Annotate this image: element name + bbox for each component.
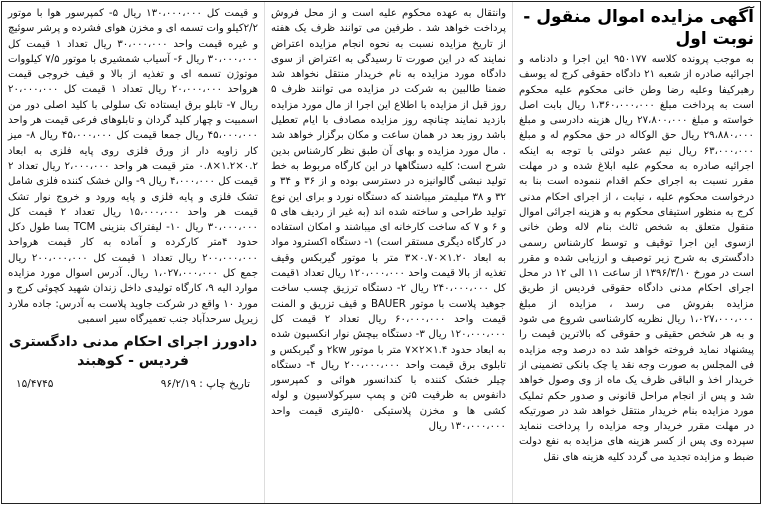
notice-footer — [8, 377, 258, 392]
notice-paragraph-2: وانتقال به عهده محکوم علیه است و از محل فروش پرداخت خواهد شد . طرفین می توانند ظرف یک هفته از تاریخ مزایده نسبت به نحوه انجام مزایده اعتراض نمایند که در این صورت تا رسیدگی به اعتراض از سوی دادگاه مورد مزایده به نام خریدار منتقل نخواهد شد ضمنا طالبین به شرکت در مزایده می توانند ظرف ۵ روز قبل از مزایده با اطلاع این اجرا از مال مورد مزایده بازدید نمایند چنانچه روز مزایده مصادف با ایام تعطیل باشد روز بعد در همان ساعت و مکان برگزار خواهد شد . مال مورد مزایده و بهای آن طبق نظر کارشناس بدین شرح است: کلیه دستگاهها در این کارگاه مربوط به خط تولید نبشی گالوانیزه در دسترسی بوده و از ۳۶ و ۳۴ و ۳۲ و ۳۸ میلیمتر میباشند که دستگاه نورد و برای این نوع تولید طراحی و ساخته شده اند (به غیر از ردیف های ۵ و ۶ و ۷ که ساخت کارخانه ای میباشند و امکان استفاده در کارگاه دیگری مستقر است) ۱- دستگاه اکسترود مواد به ابعاد ۱.۲۰×۰.۷۰×۳ متر با موتور گیربکس وقیف تغذیه از بالا قیمت واحد ۱۲۰،۰۰۰،۰۰۰ ریال تعداد ۱قیمت کل ۲۴۰،۰۰۰،۰۰۰ ریال ۲- دستگاه ترزیق چسب ساخت جوهید پلاست با موتور BAUER و قیف تزریق و المنت قیمت واحد ۶۰،۰۰۰،۰۰۰ ریال تعداد ۲ قیمت کل ۱۲۰،۰۰۰،۰۰۰ ریال ۳- دستگاه بیچش نوار انکسیون شده به ابعاد حدود ۱.۴×۲×۷ متر با موتور ۲kw و گیربکس و تابلوی برق قیمت واحد ۲۰۰،۰۰۰،۰۰۰ ریال ۴- دستگاه چیلر خشک کننده با کندانسور هوائی و کمپرسور دانفوس به ظرفیت ۵تن و پمپ سیرکولاسیون و لوله کشی ها و مخزن پلاستیکی ۵۰لیتری قیمت واحد ۱۳۰،۰۰۰،۰۰۰ ریال — [271, 8, 507, 433]
notice-column-left — [2, 2, 264, 503]
notice-paragraph-3: و قیمت کل ۱۳۰،۰۰۰،۰۰۰ ریال ۵- کمپرسور هوا با موتور ۲/۲کیلو وات تسمه ای و مخزن هوای فشرده و پرشر سوئیچ و غیره قیمت واحد ۳۰،۰۰۰،۰۰۰ ریال تعداد ۱ قیمت کل ۳۰،۰۰۰،۰۰۰ ریال ۶- آسیاب شمشیری با موتور ۷/۵ کیلووات موتوژن تسمه ای و تغذیه از بالا و قیف خروجی قیمت هرواحد ۲۰،۰۰۰،۰۰۰ ریال تعداد ۱ قیمت کل ۲۰،۰۰۰،۰۰۰ ریال ۷- تابلو برق ایستاده تک سلولی با کلید اصلی دور من اسمبیت و چهار کلید گردان و تابلوهای فرعی قیمت هر واحد ۴۵،۰۰۰،۰۰۰ ریال جمعا قیمت کل ۴۵،۰۰۰،۰۰۰ ریال ۸- میز کار زاویه دار از ورق فلزی روی پایه فلزی به ابعاد ۰.۲×۱.۲×۰.۸ متر قیمت هر واحد ۲،۰۰۰،۰۰۰ ریال تعداد ۲ قیمت کل ۴،۰۰۰،۰۰۰ ریال ۹- والن خشک کننده فلزی شامل تشک فلزی و پایه فلزی و پایه ورود و خروج نوار تشک قیمت هر واحد ۱۵،۰۰۰،۰۰۰ ریال تعداد ۲ قیمت کل ۳۰،۰۰۰،۰۰۰ ریال ۱۰- لیفتراک بنزینی TCM بسا طول دکل حدود ۴متر کارکرده و آماده به کار قیمت هرواحد ۲۰۰،۰۰۰،۰۰۰ ریال تعداد ۱ قیمت کل ۲۰۰،۰۰۰،۰۰۰ ریال جمع کل ۱،۰۲۷،۰۰۰،۰۰۰ ریال. آدرس اسوال مورد مزایده موارد الیه ۹، کارگاه تولیدی داخل زندان شهید کچوئی کرج و مورد ۱۰ واقع در شرکت جاوید پلاست به آدرس: جاده ملارد زیرپل سرحدآباد جنب تعمیرگاه سیر اسمبی — [8, 8, 259, 325]
reference-number: ۱۵/۴۷۴۵ — [16, 378, 54, 391]
auction-notice — [1, 1, 761, 504]
notice-title: آگهی مزایده اموال منقول - نوبت اول — [523, 7, 754, 49]
notice-column-middle — [264, 2, 512, 503]
signature-line-2: فردیس - کوهبند — [77, 353, 189, 370]
notice-paragraph-1: به موجب پرونده کلاسه ۹۵۰۱۷۷ این اجرا و دادنامه و اجرائیه صادره از شعبه ۲۱ دادگاه حقوقی کرج له یوسف رهبرکیفا وعلیه رضا وطن خانی محکوم علیه محکوم است به پرداخت مبلغ ۱،۳۶۰،۰۰۰،۰۰۰ ریال بابت اصل خواسته و مبلغ ۲۷،۸۰۰،۰۰۰ ریال هزینه دادرسی و مبلغ ۲۹،۸۸۰،۰۰۰ ریال حق الوکاله در حق محکوم له و مبلغ ۶۳،۰۰۰،۰۰۰ ریال نیم عشر دولتی با توجه به اینکه اجرائیه صادره به محکوم علیه ابلاغ شده و در مهلت مقرر نسبت به اجرای حکم اقدام ننموده است بنا به درخواست محکوم علیه ، نیابت ، از اجرای احکام مدنی کرج به منظور استیفای محکوم به و هزینه اجرائی اموال منقول متعلق به شخص ثالث بنام لاله وطن خانی ازسوی این اجرا توقیف و توسط کارشناس رسمی دادگستری به شرح زیر توصیف و ارزیابی شده و مقرر است در مورخ ۱۳۹۶/۳/۱۰ از ساعت ۱۱ الی ۱۲ در محل اجرای احکام مدنی دادگاه حقوقی فردیس از طریق مزایده بفروش می رسد ، مزایده از مبلغ ۱،۰۲۷،۰۰۰،۰۰۰ ریال نظریه کارشناسی شروع می شود و به هر شخص حقیقی و حقوقی که بالاترین قیمت را پیشنهاد نماید فروخته خواهد شد ده درصد وجه مزایده فی المجلس به صورت وجه نقد یا چک بانکی تضمینی از خریدار اخذ و الباقی ظرف یک ماه از وی وصول خواهد شد و پس از انجام مراحل قانونی و صدور حکم تملیک مورد مزایده بنام خریدار منتقل خواهد شد در صورتیکه در مهلت مقرر خریدار وجه مزایده را پرداخت ننماید سپرده وی پس از کسر هزینه های مزایده به نفع دولت ضبط و مزایده تجدید می گردد کلیه هزینه های نقل — [519, 54, 755, 463]
signature-block — [8, 333, 258, 371]
print-date: تاریخ چاپ : ۹۶/۲/۱۹ — [160, 378, 250, 391]
notice-column-right — [512, 2, 760, 503]
signature-line-1: دادورز اجرای احکام مدنی دادگستری — [8, 334, 258, 351]
